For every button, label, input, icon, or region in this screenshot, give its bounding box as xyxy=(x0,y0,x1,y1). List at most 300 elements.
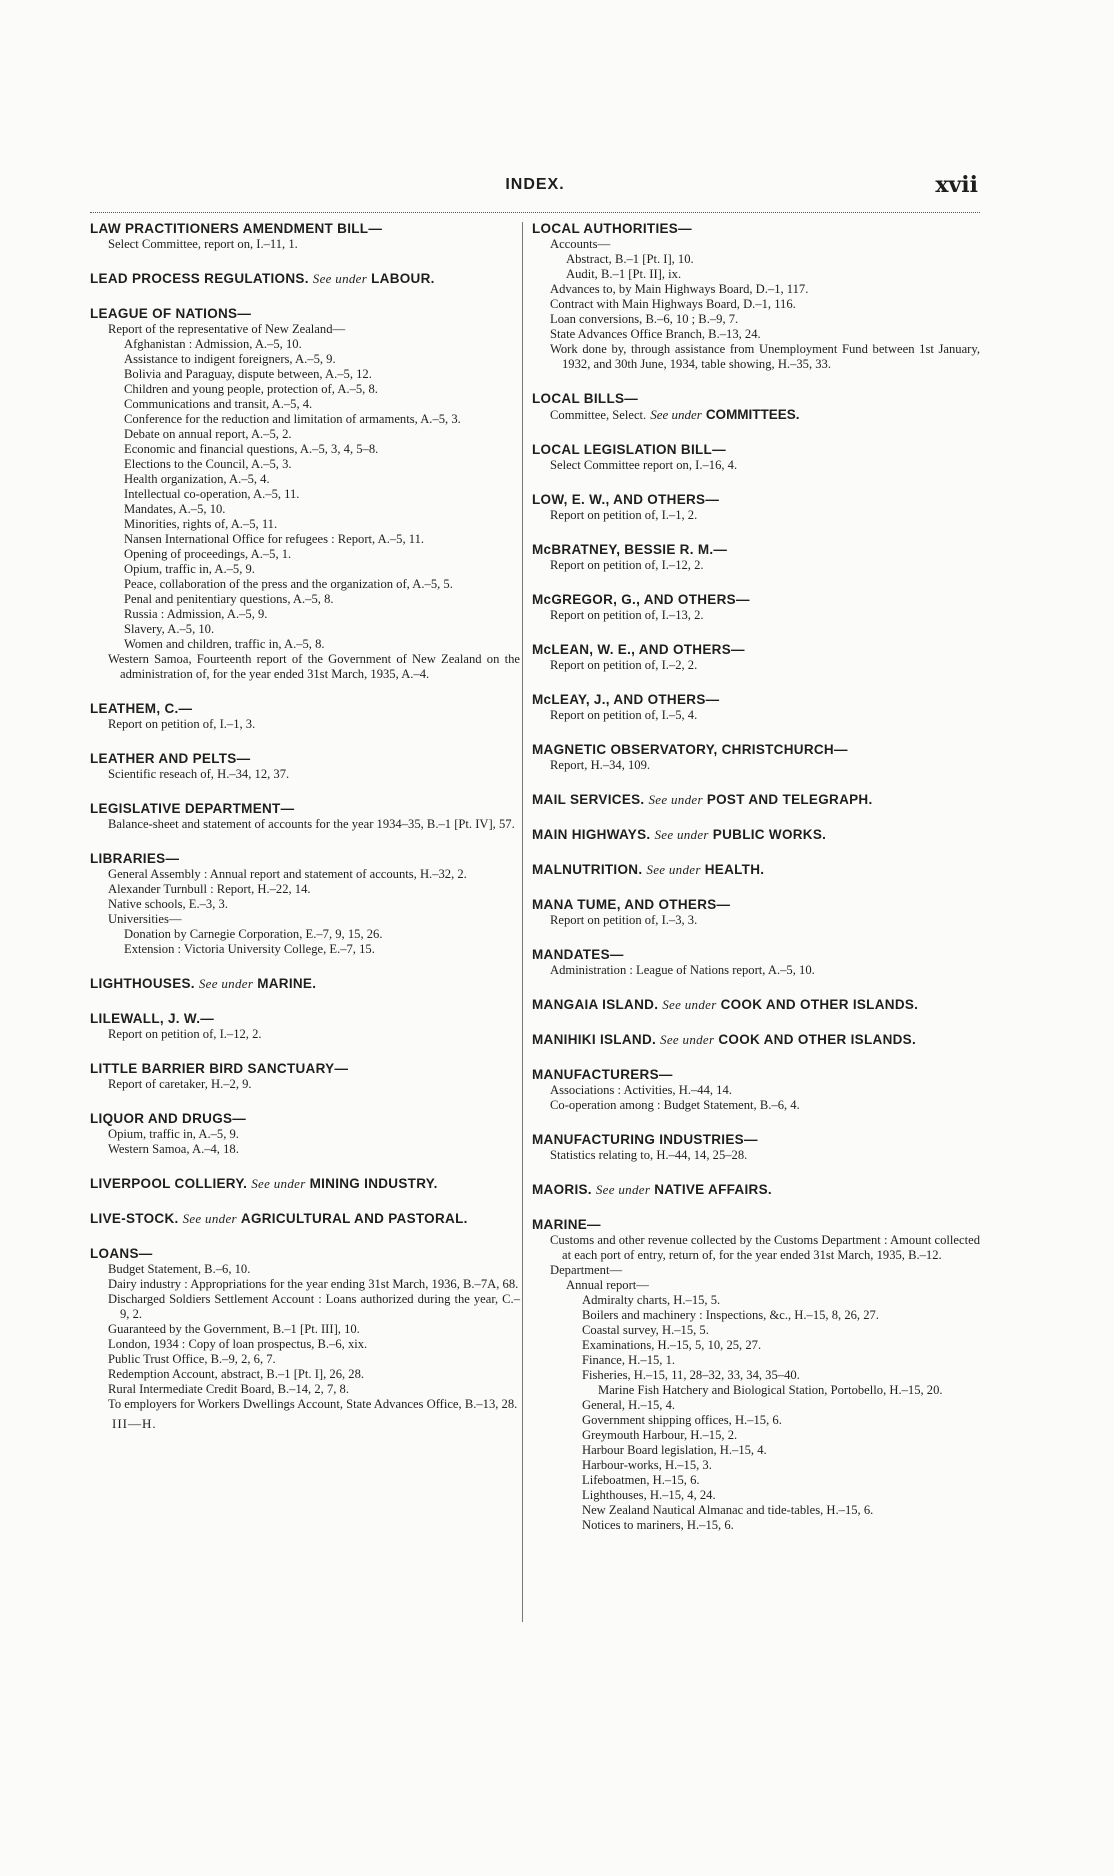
entry-line xyxy=(532,1353,980,1368)
line-text: Select Committee, report on, I.–11, 1. xyxy=(108,237,298,251)
entry-line xyxy=(90,457,520,472)
left-column xyxy=(90,220,520,1432)
entry-line xyxy=(532,458,980,473)
entry-line xyxy=(532,1293,980,1308)
entry-line xyxy=(90,767,520,782)
entry-line xyxy=(532,1233,980,1263)
heading-text: MANUFACTURING INDUSTRIES— xyxy=(532,1132,758,1147)
heading-text: LOANS— xyxy=(90,1246,153,1261)
cross-reference: MINING INDUSTRY. xyxy=(309,1176,438,1191)
index-entry xyxy=(532,1031,980,1048)
entry-line xyxy=(532,237,980,252)
entry-line xyxy=(90,1322,520,1337)
entry-heading xyxy=(532,861,980,878)
heading-text: MANIHIKI ISLAND. xyxy=(532,1032,657,1047)
entry-line xyxy=(532,342,980,372)
entry-line xyxy=(532,1308,980,1323)
index-entry xyxy=(90,270,520,287)
entry-line xyxy=(532,758,980,773)
entry-heading xyxy=(90,850,520,867)
entry-line xyxy=(90,1142,520,1157)
cross-reference: COOK AND OTHER ISLANDS. xyxy=(720,997,919,1012)
entry-line xyxy=(532,1488,980,1503)
line-text: Co-operation among : Budget Statement, B.–6, 4. xyxy=(550,1098,800,1112)
see-under-label: See under xyxy=(251,1176,306,1191)
heading-text: LOCAL AUTHORITIES— xyxy=(532,221,692,236)
heading-text: LIQUOR AND DRUGS— xyxy=(90,1111,247,1126)
line-text: Report on petition of, I.–5, 4. xyxy=(550,708,698,722)
heading-text: McLEAN, W. E., AND OTHERS— xyxy=(532,642,745,657)
heading-text: LAW PRACTITIONERS AMENDMENT BILL— xyxy=(90,221,383,236)
line-text: Marine Fish Hatchery and Biological Station, Portobello, H.–15, 20. xyxy=(598,1383,943,1397)
index-entry xyxy=(90,305,520,682)
entry-heading xyxy=(90,750,520,767)
line-text: Opium, traffic in, A.–5, 9. xyxy=(108,1127,239,1141)
entry-line xyxy=(90,637,520,652)
index-entry xyxy=(532,946,980,978)
entry-line xyxy=(90,367,520,382)
line-text: Opium, traffic in, A.–5, 9. xyxy=(124,562,255,576)
heading-text: LEATHEM, C.— xyxy=(90,701,193,716)
entry-line xyxy=(532,1428,980,1443)
line-text: Guaranteed by the Government, B.–1 [Pt. III], 10. xyxy=(108,1322,360,1336)
entry-heading xyxy=(532,826,980,843)
line-text: Administration : League of Nations report, A.–5, 10. xyxy=(550,963,815,977)
line-text: Communications and transit, A.–5, 4. xyxy=(124,397,313,411)
heading-text: LEAD PROCESS REGULATIONS. xyxy=(90,271,309,286)
index-entry xyxy=(532,1066,980,1113)
line-text: Health organization, A.–5, 4. xyxy=(124,472,270,486)
index-entry xyxy=(90,1175,520,1192)
index-entry xyxy=(90,220,520,252)
entry-heading xyxy=(532,541,980,558)
entry-heading xyxy=(90,1245,520,1262)
line-text: Women and children, traffic in, A.–5, 8. xyxy=(124,637,325,651)
entry-heading xyxy=(90,1175,520,1192)
heading-text: McLEAY, J., AND OTHERS— xyxy=(532,692,720,707)
entry-line xyxy=(532,1338,980,1353)
line-text: Advances to, by Main Highways Board, D.–1, 117. xyxy=(550,282,809,296)
line-text: Extension : Victoria University College, E.–7, 15. xyxy=(124,942,375,956)
line-text: Public Trust Office, B.–9, 2, 6, 7. xyxy=(108,1352,276,1366)
entry-heading xyxy=(532,741,980,758)
line-text: Mandates, A.–5, 10. xyxy=(124,502,226,516)
header-rule xyxy=(90,212,980,213)
entry-line xyxy=(532,1458,980,1473)
index-entry xyxy=(90,800,520,832)
entry-heading xyxy=(532,896,980,913)
entry-line xyxy=(90,1292,520,1322)
entry-line xyxy=(90,337,520,352)
entry-line xyxy=(532,407,980,423)
entry-line xyxy=(90,817,520,832)
cross-reference: COOK AND OTHER ISLANDS. xyxy=(718,1032,917,1047)
entry-line xyxy=(90,592,520,607)
entry-line xyxy=(532,608,980,623)
entry-line xyxy=(90,897,520,912)
line-text: Peace, collaboration of the press and the organization of, A.–5, 5. xyxy=(124,577,453,591)
entry-line xyxy=(532,1518,980,1533)
entry-heading xyxy=(532,491,980,508)
index-entry xyxy=(532,220,980,372)
heading-text: MANA TUME, AND OTHERS— xyxy=(532,897,731,912)
entry-line xyxy=(532,327,980,342)
line-text: Associations : Activities, H.–44, 14. xyxy=(550,1083,732,1097)
heading-text: LIVE-STOCK. xyxy=(90,1211,179,1226)
entry-line xyxy=(532,558,980,573)
index-entry xyxy=(90,850,520,957)
line-text: Donation by Carnegie Corporation, E.–7, 9, 15, 26. xyxy=(124,927,383,941)
line-text: Lifeboatmen, H.–15, 6. xyxy=(582,1473,700,1487)
line-text: Afghanistan : Admission, A.–5, 10. xyxy=(124,337,302,351)
line-text: Report of caretaker, H.–2, 9. xyxy=(108,1077,252,1091)
entry-line xyxy=(532,282,980,297)
entry-line xyxy=(90,412,520,427)
cross-reference: HEALTH. xyxy=(704,862,765,877)
entry-heading xyxy=(532,691,980,708)
line-text: London, 1934 : Copy of loan prospectus, B.–6, xix. xyxy=(108,1337,368,1351)
entry-line xyxy=(90,607,520,622)
entry-line xyxy=(90,1127,520,1142)
page-number: xvii xyxy=(935,172,978,198)
line-text: Loan conversions, B.–6, 10 ; B.–9, 7. xyxy=(550,312,739,326)
page-header xyxy=(90,172,980,206)
index-entry xyxy=(532,691,980,723)
heading-text: MAIL SERVICES. xyxy=(532,792,645,807)
index-entry xyxy=(90,1110,520,1157)
entry-line xyxy=(90,1337,520,1352)
heading-text: LIGHTHOUSES. xyxy=(90,976,195,991)
index-entry xyxy=(532,1216,980,1533)
line-text: Report on petition of, I.–1, 3. xyxy=(108,717,256,731)
line-text: Finance, H.–15, 1. xyxy=(582,1353,676,1367)
line-text: Native schools, E.–3, 3. xyxy=(108,897,228,911)
entry-line xyxy=(90,1277,520,1292)
see-under-label: See under xyxy=(595,1182,651,1197)
line-text: Abstract, B.–1 [Pt. I], 10. xyxy=(566,252,694,266)
entry-line xyxy=(532,508,980,523)
entry-line xyxy=(90,502,520,517)
page-title: INDEX. xyxy=(505,176,565,193)
entry-heading xyxy=(90,1060,520,1077)
heading-text: MALNUTRITION. xyxy=(532,862,643,877)
index-entry xyxy=(90,1245,520,1412)
line-text: Work done by, through assistance from Unemployment Fund between 1st January, 1932, and 30th June, 1934, table showing, H.–35, 33. xyxy=(550,342,980,371)
line-text: Dairy industry : Appropriations for the year ending 31st March, 1936, B.–7A, 68. xyxy=(108,1277,519,1291)
entry-line xyxy=(90,487,520,502)
line-text: To employers for Workers Dwellings Account, State Advances Office, B.–13, 28. xyxy=(108,1397,518,1411)
entry-line xyxy=(532,1323,980,1338)
line-text: Russia : Admission, A.–5, 9. xyxy=(124,607,268,621)
line-text: Greymouth Harbour, H.–15, 2. xyxy=(582,1428,738,1442)
entry-line xyxy=(90,1352,520,1367)
entry-line xyxy=(90,622,520,637)
line-text: Discharged Soldiers Settlement Account : Loans authorized during the year, C.–9, 2. xyxy=(108,1292,520,1321)
line-text: Budget Statement, B.–6, 10. xyxy=(108,1262,251,1276)
entry-line xyxy=(532,1263,980,1278)
entry-line xyxy=(90,1397,520,1412)
line-text: Report on petition of, I.–13, 2. xyxy=(550,608,704,622)
entry-line xyxy=(532,1503,980,1518)
see-under-label: See under xyxy=(660,1032,715,1047)
cross-reference: POST AND TELEGRAPH. xyxy=(706,792,873,807)
line-text: Contract with Main Highways Board, D.–1, 116. xyxy=(550,297,796,311)
index-entry xyxy=(532,390,980,423)
line-text: Western Samoa, A.–4, 18. xyxy=(108,1142,239,1156)
entry-line xyxy=(532,1473,980,1488)
index-entry xyxy=(90,750,520,782)
entry-heading xyxy=(532,591,980,608)
cross-reference: COMMITTEES. xyxy=(705,407,800,422)
line-text: Children and young people, protection of, A.–5, 8. xyxy=(124,382,378,396)
entry-line xyxy=(90,577,520,592)
see-under-label: See under xyxy=(198,976,254,991)
entry-heading xyxy=(90,270,520,287)
entry-line xyxy=(532,1413,980,1428)
entry-line xyxy=(90,547,520,562)
line-text: Harbour Board legislation, H.–15, 4. xyxy=(582,1443,767,1457)
line-text: Department— xyxy=(550,1263,623,1277)
cross-reference: AGRICULTURAL AND PASTORAL. xyxy=(240,1211,468,1226)
entry-line xyxy=(90,517,520,532)
entry-heading xyxy=(532,1031,980,1048)
entry-line xyxy=(90,942,520,957)
entry-line xyxy=(90,427,520,442)
entry-line xyxy=(90,562,520,577)
line-text: Coastal survey, H.–15, 5. xyxy=(582,1323,709,1337)
line-text: Rural Intermediate Credit Board, B.–14, 2, 7, 8. xyxy=(108,1382,349,1396)
line-text: Annual report— xyxy=(566,1278,649,1292)
line-text: Committee, Select. xyxy=(550,408,647,422)
line-text: Bolivia and Paraguay, dispute between, A.–5, 12. xyxy=(124,367,372,381)
entry-heading xyxy=(90,700,520,717)
index-entry xyxy=(532,1131,980,1163)
line-text: Western Samoa, Fourteenth report of the Government of New Zealand on the administration of, for the year ended 31st March, 1935, A.–4. xyxy=(108,652,520,681)
entry-heading xyxy=(532,1131,980,1148)
heading-text: MANDATES— xyxy=(532,947,624,962)
entry-heading xyxy=(532,220,980,237)
index-entry xyxy=(90,1210,520,1227)
entry-line xyxy=(532,312,980,327)
line-text: Redemption Account, abstract, B.–1 [Pt. I], 26, 28. xyxy=(108,1367,365,1381)
heading-text: LIVERPOOL COLLIERY. xyxy=(90,1176,248,1191)
line-text: Government shipping offices, H.–15, 6. xyxy=(582,1413,782,1427)
entry-line xyxy=(90,1027,520,1042)
index-entry xyxy=(90,700,520,732)
entry-line xyxy=(90,237,520,252)
line-text: General, H.–15, 4. xyxy=(582,1398,676,1412)
entry-heading xyxy=(532,641,980,658)
index-entry xyxy=(532,591,980,623)
entry-line xyxy=(90,912,520,927)
entry-line xyxy=(532,267,980,282)
entry-line xyxy=(532,1383,980,1398)
index-entry xyxy=(90,1010,520,1042)
line-text: Nansen International Office for refugees : Report, A.–5, 11. xyxy=(124,532,425,546)
entry-line xyxy=(532,963,980,978)
line-text: Minorities, rights of, A.–5, 11. xyxy=(124,517,278,531)
entry-line xyxy=(532,708,980,723)
column-divider xyxy=(522,222,523,1622)
line-text: Balance-sheet and statement of accounts for the year 1934–35, B.–1 [Pt. IV], 57. xyxy=(108,817,515,831)
cross-reference: NATIVE AFFAIRS. xyxy=(654,1182,772,1197)
heading-text: MANUFACTURERS— xyxy=(532,1067,673,1082)
see-under-label: See under xyxy=(646,862,701,877)
entry-heading xyxy=(532,946,980,963)
cross-reference: LABOUR. xyxy=(371,271,435,286)
index-entry xyxy=(532,996,980,1013)
line-text: Alexander Turnbull : Report, H.–22, 14. xyxy=(108,882,311,896)
entry-line xyxy=(532,297,980,312)
entry-line xyxy=(532,252,980,267)
entry-heading xyxy=(90,1210,520,1227)
entry-line xyxy=(532,1148,980,1163)
line-text: Examinations, H.–15, 5, 10, 25, 27. xyxy=(582,1338,762,1352)
line-text: Customs and other revenue collected by the Customs Department : Amount collected at each port of entry, return of, for the year ended 31st March, 1935, B.–12. xyxy=(550,1233,980,1262)
line-text: Report, H.–34, 109. xyxy=(550,758,651,772)
entry-heading xyxy=(532,390,980,407)
entry-line xyxy=(90,442,520,457)
entry-heading xyxy=(532,791,980,808)
entry-line xyxy=(532,1443,980,1458)
line-text: Debate on annual report, A.–5, 2. xyxy=(124,427,292,441)
cross-reference: PUBLIC WORKS. xyxy=(712,827,827,842)
entry-line xyxy=(532,913,980,928)
line-text: Report on petition of, I.–2, 2. xyxy=(550,658,698,672)
entry-line xyxy=(90,1382,520,1397)
heading-text: LITTLE BARRIER BIRD SANCTUARY— xyxy=(90,1061,349,1076)
index-entry xyxy=(90,1060,520,1092)
entry-heading xyxy=(90,1010,520,1027)
see-under-label: See under xyxy=(648,792,703,807)
heading-text: MAIN HIGHWAYS. xyxy=(532,827,651,842)
entry-line xyxy=(90,927,520,942)
entry-line xyxy=(90,532,520,547)
entry-line xyxy=(532,1368,980,1383)
line-text: Report on petition of, I.–1, 2. xyxy=(550,508,698,522)
entry-heading xyxy=(90,1110,520,1127)
index-entry xyxy=(532,441,980,473)
line-text: Scientific reseach of, H.–34, 12, 37. xyxy=(108,767,290,781)
line-text: Report on petition of, I.–3, 3. xyxy=(550,913,698,927)
entry-line xyxy=(90,717,520,732)
entry-line xyxy=(90,1367,520,1382)
index-entry xyxy=(532,741,980,773)
line-text: Conference for the reduction and limitation of armaments, A.–5, 3. xyxy=(124,412,461,426)
entry-line xyxy=(532,1278,980,1293)
entry-line xyxy=(90,322,520,337)
line-text: New Zealand Nautical Almanac and tide-tables, H.–15, 6. xyxy=(582,1503,874,1517)
line-text: Lighthouses, H.–15, 4, 24. xyxy=(582,1488,716,1502)
index-entry xyxy=(532,861,980,878)
index-entry xyxy=(532,896,980,928)
line-text: Harbour-works, H.–15, 3. xyxy=(582,1458,712,1472)
entry-line xyxy=(90,1262,520,1277)
line-text: Slavery, A.–5, 10. xyxy=(124,622,215,636)
entry-heading xyxy=(90,305,520,322)
heading-text: MAORIS. xyxy=(532,1182,592,1197)
heading-text: McBRATNEY, BESSIE R. M.— xyxy=(532,542,728,557)
index-entry xyxy=(532,826,980,843)
line-text: Admiralty charts, H.–15, 5. xyxy=(582,1293,721,1307)
entry-heading xyxy=(532,1066,980,1083)
signature-mark: III—H. xyxy=(112,1416,157,1431)
index-entry xyxy=(532,641,980,673)
entry-heading xyxy=(90,975,520,992)
line-text: Economic and financial questions, A.–5, 3, 4, 5–8. xyxy=(124,442,379,456)
heading-text: LIBRARIES— xyxy=(90,851,180,866)
see-under-label: See under xyxy=(662,997,717,1012)
entry-line xyxy=(90,382,520,397)
entry-heading xyxy=(90,220,520,237)
entry-line xyxy=(90,397,520,412)
see-under-label: See under xyxy=(312,271,368,286)
entry-line xyxy=(90,882,520,897)
heading-text: LOCAL LEGISLATION BILL— xyxy=(532,442,726,457)
line-text: Accounts— xyxy=(550,237,611,251)
heading-text: LILEWALL, J. W.— xyxy=(90,1011,215,1026)
line-text: Audit, B.–1 [Pt. II], ix. xyxy=(566,267,682,281)
entry-line xyxy=(532,658,980,673)
heading-text: McGREGOR, G., AND OTHERS— xyxy=(532,592,750,607)
line-text: Penal and penitentiary questions, A.–5, 8. xyxy=(124,592,334,606)
line-text: Opening of proceedings, A.–5, 1. xyxy=(124,547,292,561)
index-entry xyxy=(90,975,520,992)
entry-heading xyxy=(90,800,520,817)
line-text: Report of the representative of New Zealand— xyxy=(108,322,346,336)
line-text: Elections to the Council, A.–5, 3. xyxy=(124,457,292,471)
line-text: Universities— xyxy=(108,912,182,926)
line-text: Notices to mariners, H.–15, 6. xyxy=(582,1518,734,1532)
entry-heading xyxy=(532,996,980,1013)
see-under-label: See under xyxy=(182,1211,237,1226)
heading-text: LEATHER AND PELTS— xyxy=(90,751,251,766)
heading-text: MANGAIA ISLAND. xyxy=(532,997,659,1012)
line-text: Fisheries, H.–15, 11, 28–32, 33, 34, 35–40. xyxy=(582,1368,800,1382)
heading-text: MAGNETIC OBSERVATORY, CHRISTCHURCH— xyxy=(532,742,848,757)
line-text: Statistics relating to, H.–44, 14, 25–28. xyxy=(550,1148,748,1162)
line-text: Report on petition of, I.–12, 2. xyxy=(550,558,704,572)
entry-line xyxy=(532,1083,980,1098)
index-entry xyxy=(532,791,980,808)
line-text: Boilers and machinery : Inspections, &c., H.–15, 8, 26, 27. xyxy=(582,1308,879,1322)
line-text: General Assembly : Annual report and statement of accounts, H.–32, 2. xyxy=(108,867,467,881)
entry-line xyxy=(90,472,520,487)
line-text: Assistance to indigent foreigners, A.–5, 9. xyxy=(124,352,336,366)
heading-text: LOW, E. W., AND OTHERS— xyxy=(532,492,720,507)
heading-text: MARINE— xyxy=(532,1217,601,1232)
entry-heading xyxy=(532,1181,980,1198)
entry-line xyxy=(90,1077,520,1092)
cross-reference: MARINE. xyxy=(257,976,317,991)
line-text: Intellectual co-operation, A.–5, 11. xyxy=(124,487,300,501)
entry-heading xyxy=(532,441,980,458)
see-under-label: See under xyxy=(650,407,702,422)
entry-line xyxy=(532,1398,980,1413)
line-text: Select Committee report on, I.–16, 4. xyxy=(550,458,738,472)
index-entry xyxy=(532,1181,980,1198)
heading-text: LOCAL BILLS— xyxy=(532,391,639,406)
heading-text: LEAGUE OF NATIONS— xyxy=(90,306,252,321)
line-text: State Advances Office Branch, B.–13, 24. xyxy=(550,327,761,341)
entry-heading xyxy=(532,1216,980,1233)
line-text: Report on petition of, I.–12, 2. xyxy=(108,1027,262,1041)
entry-line xyxy=(90,652,520,682)
entry-line xyxy=(532,1098,980,1113)
see-under-label: See under xyxy=(654,827,709,842)
heading-text: LEGISLATIVE DEPARTMENT— xyxy=(90,801,295,816)
entry-line xyxy=(90,352,520,367)
